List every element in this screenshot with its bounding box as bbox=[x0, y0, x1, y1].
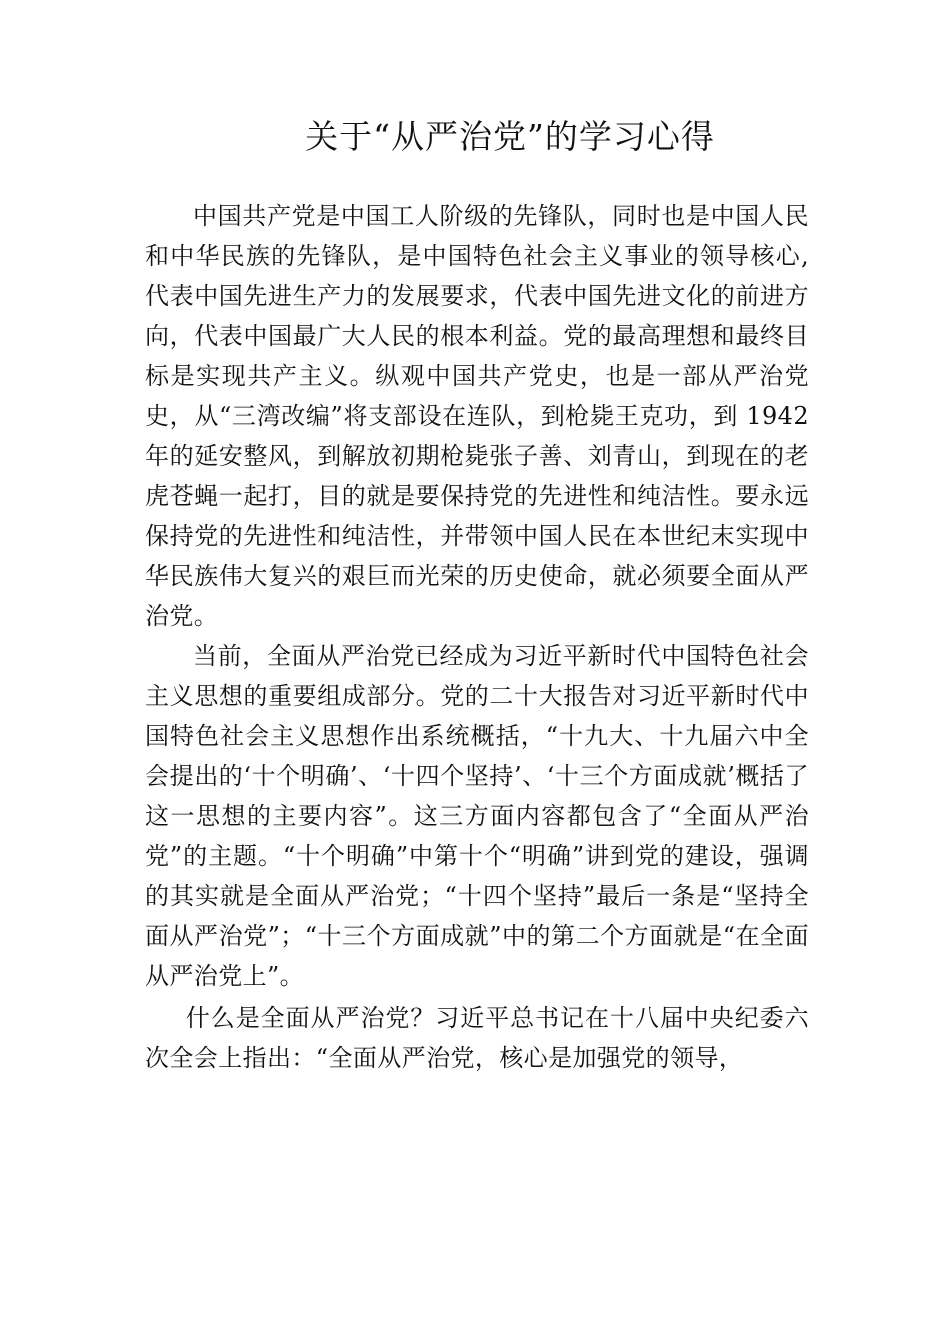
paragraph-3: 什么是全面从严治党？习近平总书记在十八届中央纪委六次全会上指出：“全面从严治党，核心是加强党的领导， bbox=[145, 1004, 809, 1072]
document-body bbox=[145, 196, 809, 1078]
paragraph-2: 当前，全面从严治党已经成为习近平新时代中国特色社会主义思想的重要组成部分。党的二十大报告对习近平新时代中国特色社会主义思想作出系统概括，“十九大、十九届六中全会提出的‘十个明确’、‘十四个坚持’、‘十三个方面成就’概括了这一思想的主要内容”。这三方面内容都包含了“全面从严治党”的主题。“十个明确”中第十个“明确”讲到党的建设，强调的其实就是全面从严治党；“十四个坚持”最后一条是“坚持全面从严治党”；“十三个方面成就”中的第二个方面就是“在全面从严治党上”。 bbox=[145, 642, 809, 990]
paragraph-1: 中国共产党是中国工人阶级的先锋队，同时也是中国人民和中华民族的先锋队，是中国特色社会主义事业的领导核心,代表中国先进生产力的发展要求，代表中国先进文化的前进方向，代表中国最广大人民的根本利益。党的最高理想和最终目标是实现共产主义。纵观中国共产党史，也是一部从严治党史，从“三湾改编”将支部设在连队，到枪毙王克功，到 1942 年的延安整风，到解放初期枪毙张子善、刘青山，到现在的老虎苍蝇一起打，目的就是要保持党的先进性和纯洁性。要永远保持党的先进性和纯洁性，并带领中国人民在本世纪末实现中华民族伟大复兴的艰巨而光荣的历史使命，就必须要全面从严治党。 bbox=[145, 202, 809, 630]
document-title: 关于“从严治党”的学习心得 bbox=[305, 117, 715, 156]
